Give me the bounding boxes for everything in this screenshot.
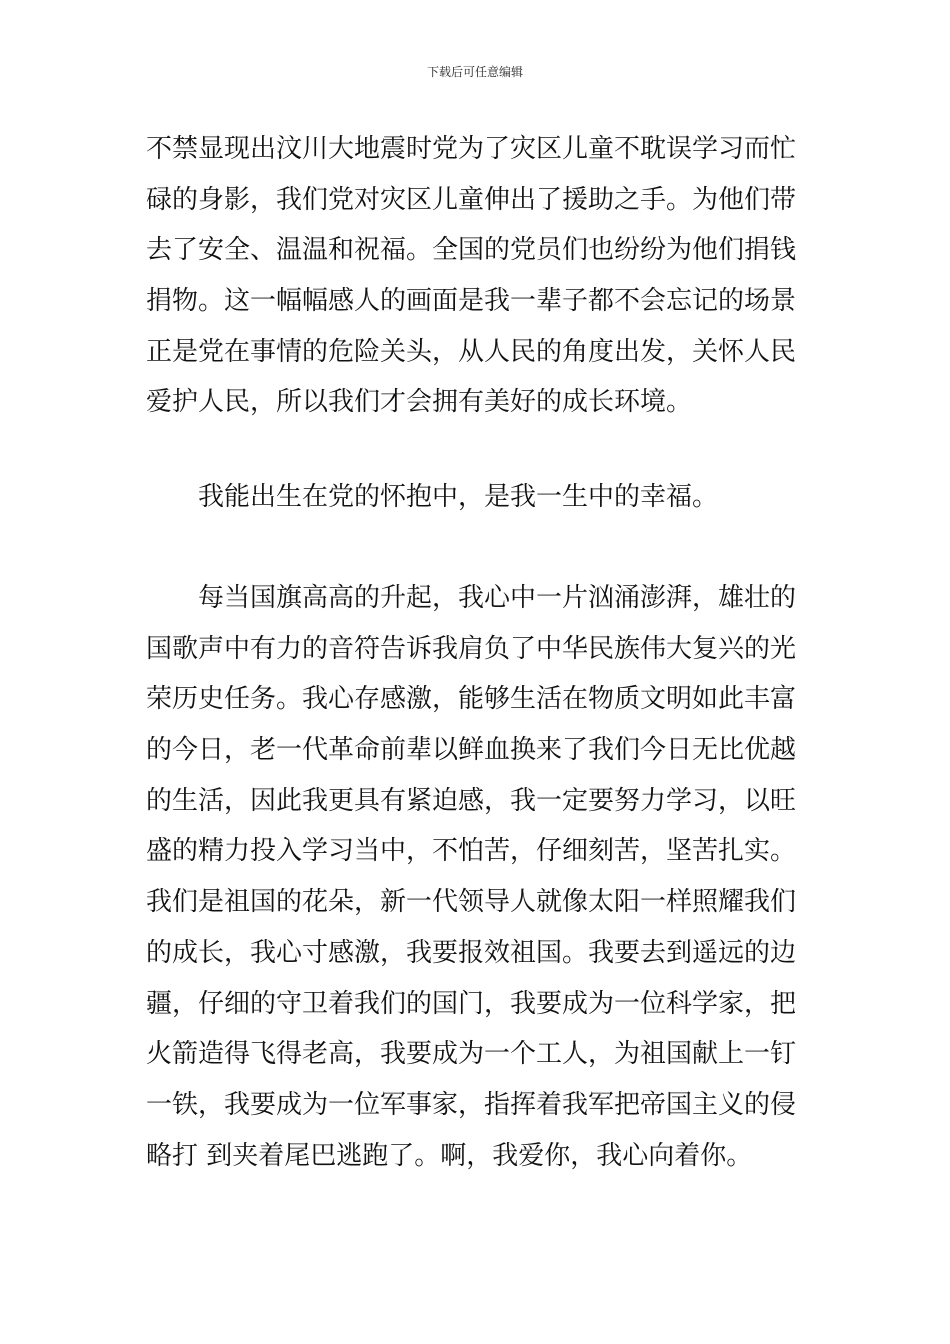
text-line: 碌的身影，我们党对灾区儿童伸出了援助之手。为他们带 — [146, 184, 797, 215]
page-header: 下载后可任意编辑 — [426, 65, 523, 79]
text-line: 我们是祖国的花朵，新一代领导人就像太阳一样照耀我们 — [146, 887, 797, 918]
paragraph-1 — [146, 124, 806, 428]
text-line: 疆，仔细的守卫着我们的国门，我要成为一位科学家，把 — [146, 988, 797, 1019]
paragraph-2 — [146, 472, 806, 523]
text-line: 盛的精力投入学习当中，不怕苦，仔细刻苦，坚苦扎实。 — [146, 836, 797, 867]
text-line: 国歌声中有力的音符告诉我肩负了中华民族伟大复兴的光 — [146, 633, 797, 664]
text-line: 不禁显现出汶川大地震时党为了灾区儿童不耽误学习而忙 — [146, 134, 797, 164]
text-line: 爱护人民，所以我们才会拥有美好的成长环境。 — [146, 387, 693, 418]
text-line: 的生活，因此我更具有紧迫感，我一定要努力学习，以旺 — [146, 785, 797, 816]
text-line: 我能出生在党的怀抱中，是我一生中的幸福。 — [198, 482, 719, 512]
text-line: 的成长，我心寸感激，我要报效祖国。我要去到遥远的边 — [146, 937, 797, 968]
text-line: 去了安全、温温和祝福。全国的党员们也纷纷为他们捐钱 — [146, 235, 797, 266]
text-line: 的今日，老一代革命前辈以鲜血换来了我们今日无比优越 — [146, 735, 797, 766]
text-line: 每当国旗高高的升起，我心中一片汹涌澎湃，雄壮的 — [198, 583, 797, 613]
text-line: 捐物。这一幅幅感人的画面是我一辈子都不会忘记的场景 — [146, 286, 797, 317]
text-line: 略打 到夹着尾巴逃跑了。啊，我爱你，我心向着你。 — [146, 1140, 753, 1171]
paragraph-3 — [146, 573, 806, 1181]
text-line: 火箭造得飞得老高，我要成为一个工人，为祖国献上一钉 — [146, 1039, 797, 1070]
text-line: 正是党在事情的危险关头，从人民的角度出发，关怀人民 — [146, 336, 797, 367]
text-line: 一铁，我要成为一位军事家，指挥着我军把帝国主义的侵 — [146, 1089, 797, 1120]
text-line: 荣历史任务。我心存感激，能够生活在物质文明如此丰富 — [146, 684, 797, 715]
